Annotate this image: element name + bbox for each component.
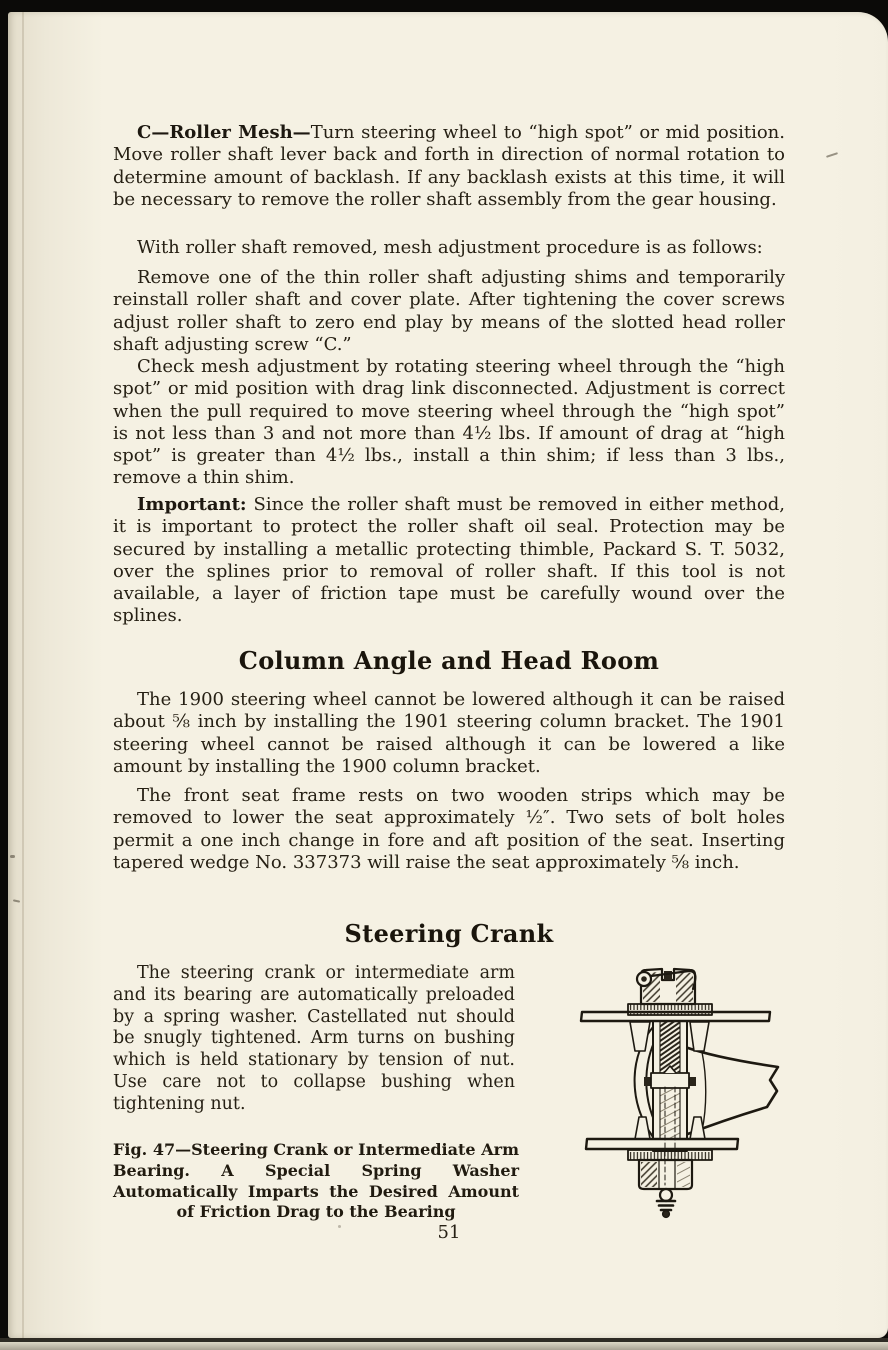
steering-crank-cross-section-illustration	[565, 955, 880, 1227]
paragraph-important-note	[113, 494, 785, 628]
mid-lock-nut	[651, 1073, 689, 1088]
scan-speck	[826, 152, 838, 158]
scan-speck	[338, 1225, 341, 1228]
figure-caption: Fig. 47—Steering Crank or Intermediate Arm Bearing. A Special Spring Washer Automatically Imparts the Desired Amount of Friction Drag to the Bearing	[113, 1140, 519, 1222]
paragraph-lead-important: Important:	[137, 494, 247, 515]
paragraph-shim-adjustment	[113, 267, 785, 356]
heading-column-angle-and-head-room: Column Angle and Head Room	[238, 646, 660, 675]
grease-fitting-ball	[660, 1189, 672, 1201]
page-number: 51	[437, 1222, 461, 1243]
next-page-edge	[0, 1342, 888, 1350]
knurled-washer-bottom	[628, 1150, 712, 1160]
paragraph-lead-roller-mesh: C—Roller Mesh—	[137, 122, 311, 143]
paragraph-column-angle	[113, 689, 785, 778]
scan-speck	[13, 899, 20, 902]
paragraph-text: The 1900 steering wheel cannot be lowered although it can be raised about ⅝ inch by installing the 1901 steering column bracket. The 1901 steering wheel cannot be raised although it can be lowered a like amount by installing the 1900 column bracket.	[113, 689, 785, 777]
paragraph-text: Turn steering wheel to “high spot” or mid position. Move roller shaft lever back and forth in direction of normal rotation to determine amount of backlash. If any backlash exists at this time, it will be necessary to remove the roller shaft assembly from the gear housing.	[113, 122, 785, 210]
book-page	[8, 12, 888, 1338]
paragraph-text: The front seat frame rests on two wooden strips which may be removed to lower the seat approximately ½″. Two sets of bolt holes permit a one inch change in fore and aft position of the seat. Inserting tapered wedge No. 337373 will raise the seat approximately ⅝ inch.	[113, 785, 785, 873]
heading-steering-crank: Steering Crank	[344, 919, 554, 948]
paragraph-seat-frame	[113, 785, 785, 874]
knurled-washer-top	[628, 1004, 712, 1015]
figure-steering-crank	[565, 955, 880, 1227]
page-gutter-crease	[22, 12, 24, 1338]
paragraph-text: With roller shaft removed, mesh adjustment procedure is as follows:	[137, 237, 763, 258]
frame-plate-bottom	[586, 1139, 738, 1149]
paragraph-mesh-procedure-intro	[113, 237, 785, 259]
paragraph-check-mesh	[113, 356, 785, 490]
grease-fitting-threads	[657, 1201, 675, 1210]
paragraph-text: The steering crank or intermediate arm and its bearing are automatically preloaded by a spring washer. Castellated nut should be snugly tightened. Arm turns on bushing which is held stationary by tension of nut. Use care not to collapse bushing when tightening nut.	[113, 963, 515, 1114]
scan-speck	[10, 855, 15, 858]
paragraph-text: Check mesh adjustment by rotating steering wheel through the “high spot” or mid position with drag link disconnected. Adjustment is correct when the pull required to move steering wheel through the “high spot” is not less than 3 and not more than 4½ lbs. If amount of drag at “high spot” is greater than 4½ lbs., install a thin shim; if less than 3 lbs., remove a thin shim.	[113, 356, 785, 489]
paragraph-steering-crank	[113, 963, 515, 1116]
paragraph-roller-mesh	[113, 122, 785, 211]
paragraph-text: Since the roller shaft must be removed in either method, it is important to protect the roller shaft oil seal. Protection may be secured by installing a metallic protecting thimble, Packard S. T. 5032, over the splines prior to removal of roller shaft. If this tool is not available, a layer of friction tape must be carefully wound over the splines.	[113, 494, 785, 627]
paragraph-text: Remove one of the thin roller shaft adjusting shims and temporarily reinstall roller shaft and cover plate. After tightening the cover screws adjust roller shaft to zero end play by means of the slotted head roller shaft adjusting screw “C.”	[113, 267, 785, 355]
